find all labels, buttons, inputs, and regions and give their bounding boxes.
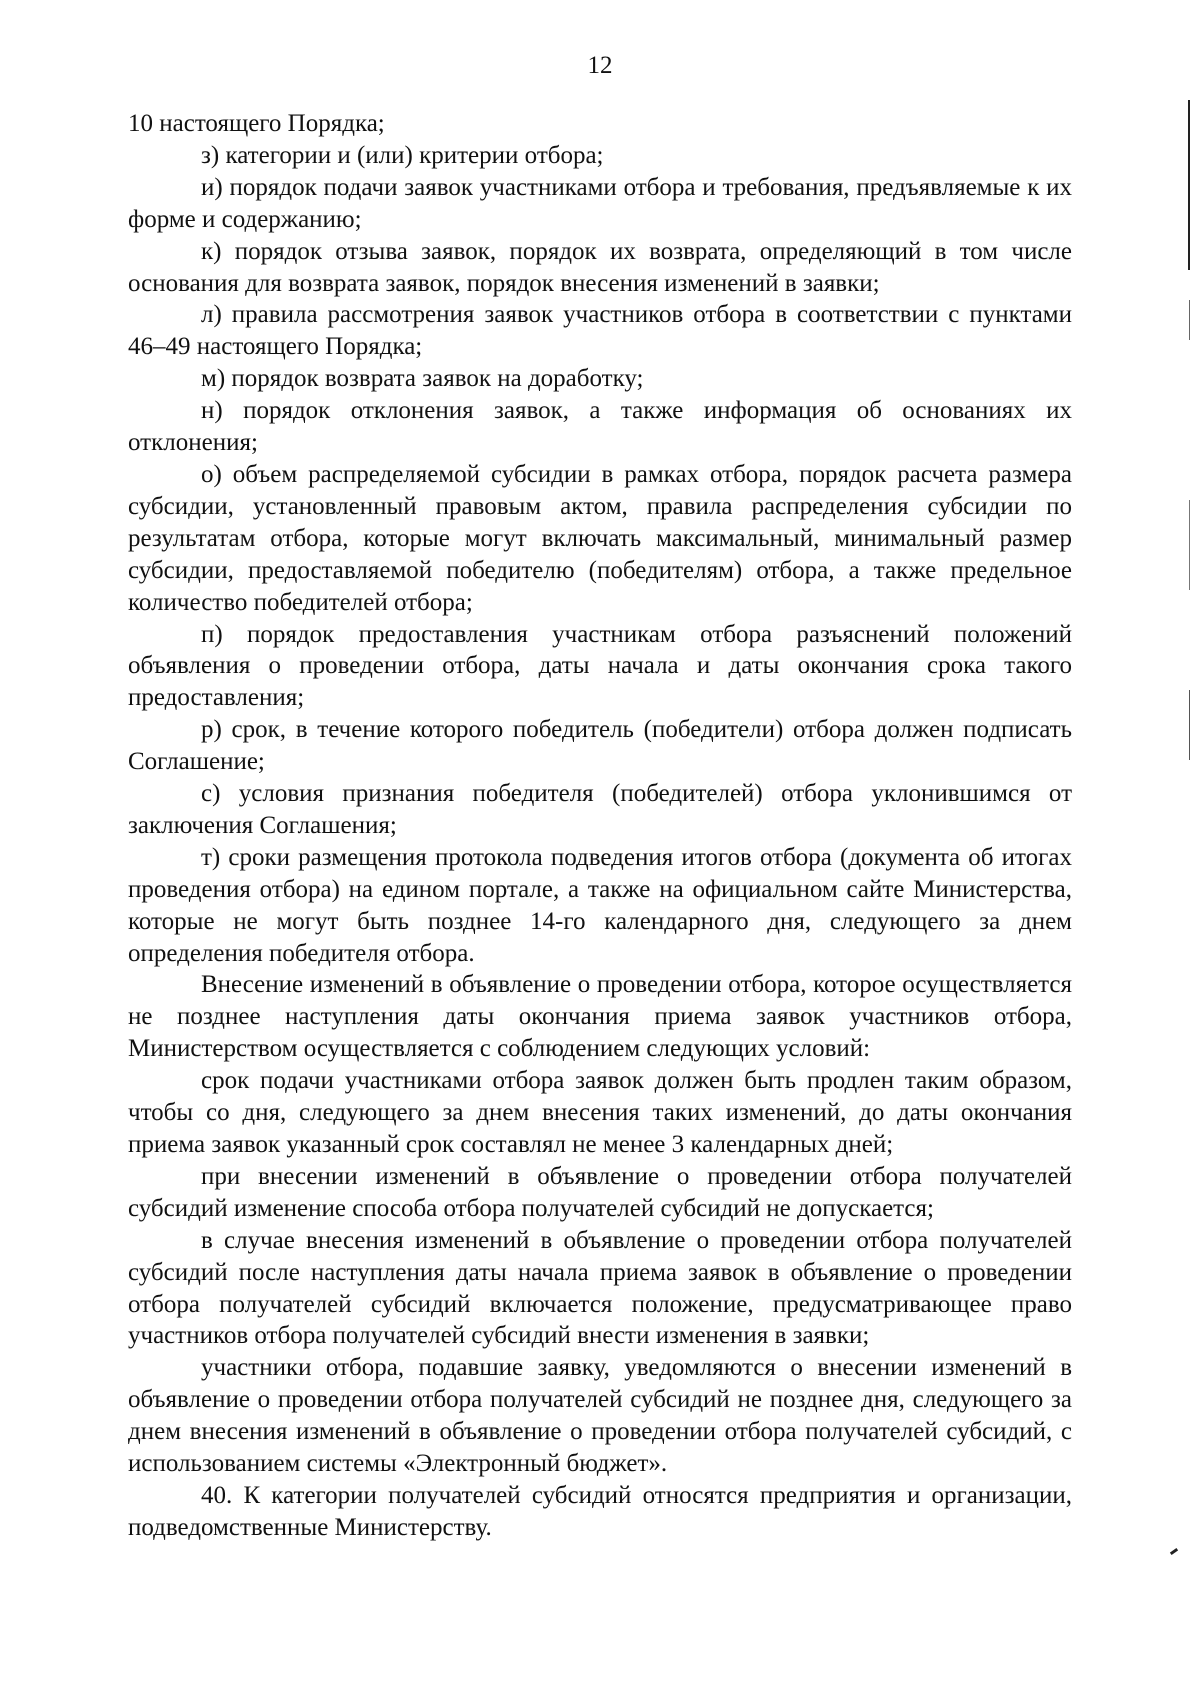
paragraph-amendments-intro: Внесение изменений в объявление о проведении отбора, которое осуществляется не позднее наступления даты окончания приема заявок участников отбора, Министерством осуществляется с соблюдением следующих условий: [128,971,1072,1063]
list-item-m: м) порядок возврата заявок на доработку; [201,365,644,393]
paragraph-item-40: 40. К категории получателей субсидий относятся предприятия и организации, подведомственные Министерству. [128,1481,1072,1541]
list-item-z: з) категории и (или) критерии отбора; [201,141,604,169]
list-item-n: н) порядок отклонения заявок, а также информация об основаниях их отклонения; [128,397,1072,457]
list-item-s: с) условия признания победителя (победителей) отбора уклонившимся от заключения Соглашения; [128,780,1072,839]
paragraph-condition-deadline: срок подачи участниками отбора заявок должен быть продлен таким образом, чтобы со дня, следующего за днем внесения таких изменений, до даты окончания приема заявок указанный срок составлял не менее 3 календарных дней; [128,1067,1072,1158]
paragraph-continuation: 10 настоящего Порядка; [128,110,385,137]
scan-mark [1170,1548,1178,1555]
paragraph-condition-changes: в случае внесения изменений в объявление о проведении отбора получателей субсидий после наступления даты начала приема заявок в объявление о проведении отбора получателей субсидий включается положение, предусматривающее право участников отбора получателей субсидий внести изменения в заявки; [128,1226,1072,1350]
list-item-o: о) объем распределяемой субсидии в рамках отбора, порядок расчета размера субсидии, установленный правовым актом, правила распределения субсидии по результатам отбора, которые могут включать максимальный, минимальный размер субсидии, предоставляемой победителю (победителям) отбора, а также предельное количество победителей отбора; [128,460,1072,616]
list-item-r: р) срок, в течение которого победитель (победители) отбора должен подписать Соглашение; [128,716,1072,776]
paragraph-condition-notification: участники отбора, подавшие заявку, уведомляются о внесении изменений в объявление о проведении отбора получателей субсидий не позднее дня, следующего за днем внесения изменений в объявление о проведении отбора получателей субсидий, с использованием системы «Электронный бюджет». [128,1354,1072,1478]
page-number: 12 [587,52,613,79]
list-item-i: и) порядок подачи заявок участниками отбора и требования, предъявляемые к их форме и содержанию; [128,173,1072,233]
list-item-p: п) порядок предоставления участникам отбора разъяснений положений объявления о проведении отбора, даты начала и даты окончания срока такого предоставления; [128,620,1072,712]
paragraph-condition-method: при внесении изменений в объявление о проведении отбора получателей субсидий изменение способа отбора получателей субсидий не допускается; [128,1162,1072,1222]
scan-edge-line [1189,300,1190,340]
list-item-l: л) правила рассмотрения заявок участников отбора в соответствии с пунктами 46–49 настоящего Порядка; [128,301,1072,361]
document-body [128,108,1072,1544]
scan-edge-line [1189,500,1190,590]
scan-edge-line [1188,100,1190,270]
list-item-t: т) сроки размещения протокола подведения итогов отбора (документа об итогах проведения отбора) на едином портале, а также на официальном сайте Министерства, которые не могут быть позднее 14-го календарного дня, следующего за днем определения победителя отбора. [128,843,1072,967]
list-item-k: к) порядок отзыва заявок, порядок их возврата, определяющий в том числе основания для возврата заявок, порядок внесения изменений в заявки; [128,237,1072,297]
scan-edge-line [1189,690,1190,760]
